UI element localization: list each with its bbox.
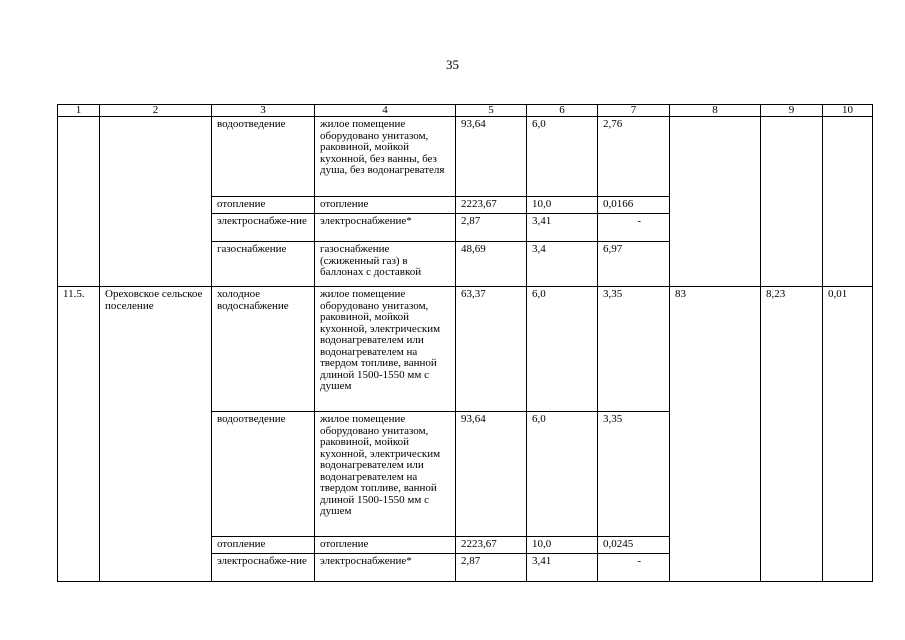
description-cell: газоснабжение (сжиженный газ) в баллонах с доставкой [315, 242, 456, 287]
description-cell: электроснабжение* [315, 554, 456, 582]
service-cell: отопление [212, 197, 315, 214]
service-cell: газоснабжение [212, 242, 315, 287]
description-cell: отопление [315, 197, 456, 214]
value-cell: - [598, 214, 670, 242]
value-cell: 48,69 [456, 242, 527, 287]
value-cell: 0,01 [823, 287, 873, 582]
value-cell: 3,35 [598, 287, 670, 412]
value-cell: 6,0 [527, 117, 598, 197]
service-cell: водоотведение [212, 412, 315, 537]
empty-cell [58, 117, 100, 287]
column-header: 10 [823, 105, 873, 117]
column-header: 6 [527, 105, 598, 117]
service-cell: электроснабже-ние [212, 214, 315, 242]
column-header: 4 [315, 105, 456, 117]
column-header: 8 [670, 105, 761, 117]
column-header: 5 [456, 105, 527, 117]
empty-cell [761, 117, 823, 287]
column-header: 3 [212, 105, 315, 117]
table-row [58, 117, 873, 197]
column-header: 9 [761, 105, 823, 117]
empty-cell [100, 117, 212, 287]
value-cell: 2,87 [456, 554, 527, 582]
page-number: 35 [446, 57, 459, 72]
tariff-table [57, 104, 873, 582]
value-cell: 3,41 [527, 214, 598, 242]
value-cell: 2223,67 [456, 537, 527, 554]
value-cell: - [598, 554, 670, 582]
value-cell: 63,37 [456, 287, 527, 412]
value-cell: 0,0245 [598, 537, 670, 554]
value-cell: 6,97 [598, 242, 670, 287]
value-cell: 10,0 [527, 537, 598, 554]
value-cell: 10,0 [527, 197, 598, 214]
value-cell: 93,64 [456, 412, 527, 537]
service-cell: водоотведение [212, 117, 315, 197]
value-cell: 3,4 [527, 242, 598, 287]
description-cell: жилое помещение оборудовано унитазом, раковиной, мойкой кухонной, электрическим водонагревателем или водонагревателем на твердом топливе, ванной длиной 1500-1550 мм с душем [315, 287, 456, 412]
description-cell: отопление [315, 537, 456, 554]
value-cell: 83 [670, 287, 761, 582]
description-cell: электроснабжение* [315, 214, 456, 242]
value-cell: 2,87 [456, 214, 527, 242]
service-cell: отопление [212, 537, 315, 554]
settlement-name: Ореховское сельское поселение [100, 287, 212, 582]
value-cell: 3,35 [598, 412, 670, 537]
empty-cell [823, 117, 873, 287]
value-cell: 3,41 [527, 554, 598, 582]
description-cell: жилое помещение оборудовано унитазом, раковиной, мойкой кухонной, электрическим водонагревателем или водонагревателем на твердом топливе, ванной длиной 1500-1550 мм с душем [315, 412, 456, 537]
value-cell: 8,23 [761, 287, 823, 582]
section-number: 11.5. [58, 287, 100, 582]
value-cell: 2223,67 [456, 197, 527, 214]
value-cell: 0,0166 [598, 197, 670, 214]
description-cell: жилое помещение оборудовано унитазом, раковиной, мойкой кухонной, без ванны, без душа, без водонагревателя [315, 117, 456, 197]
value-cell: 93,64 [456, 117, 527, 197]
empty-cell [670, 117, 761, 287]
column-header: 2 [100, 105, 212, 117]
value-cell: 6,0 [527, 287, 598, 412]
column-header: 1 [58, 105, 100, 117]
service-cell: холодное водоснабжение [212, 287, 315, 412]
header-row [58, 105, 873, 117]
value-cell: 6,0 [527, 412, 598, 537]
column-header: 7 [598, 105, 670, 117]
value-cell: 2,76 [598, 117, 670, 197]
service-cell: электроснабже-ние [212, 554, 315, 582]
table-row [58, 287, 873, 412]
